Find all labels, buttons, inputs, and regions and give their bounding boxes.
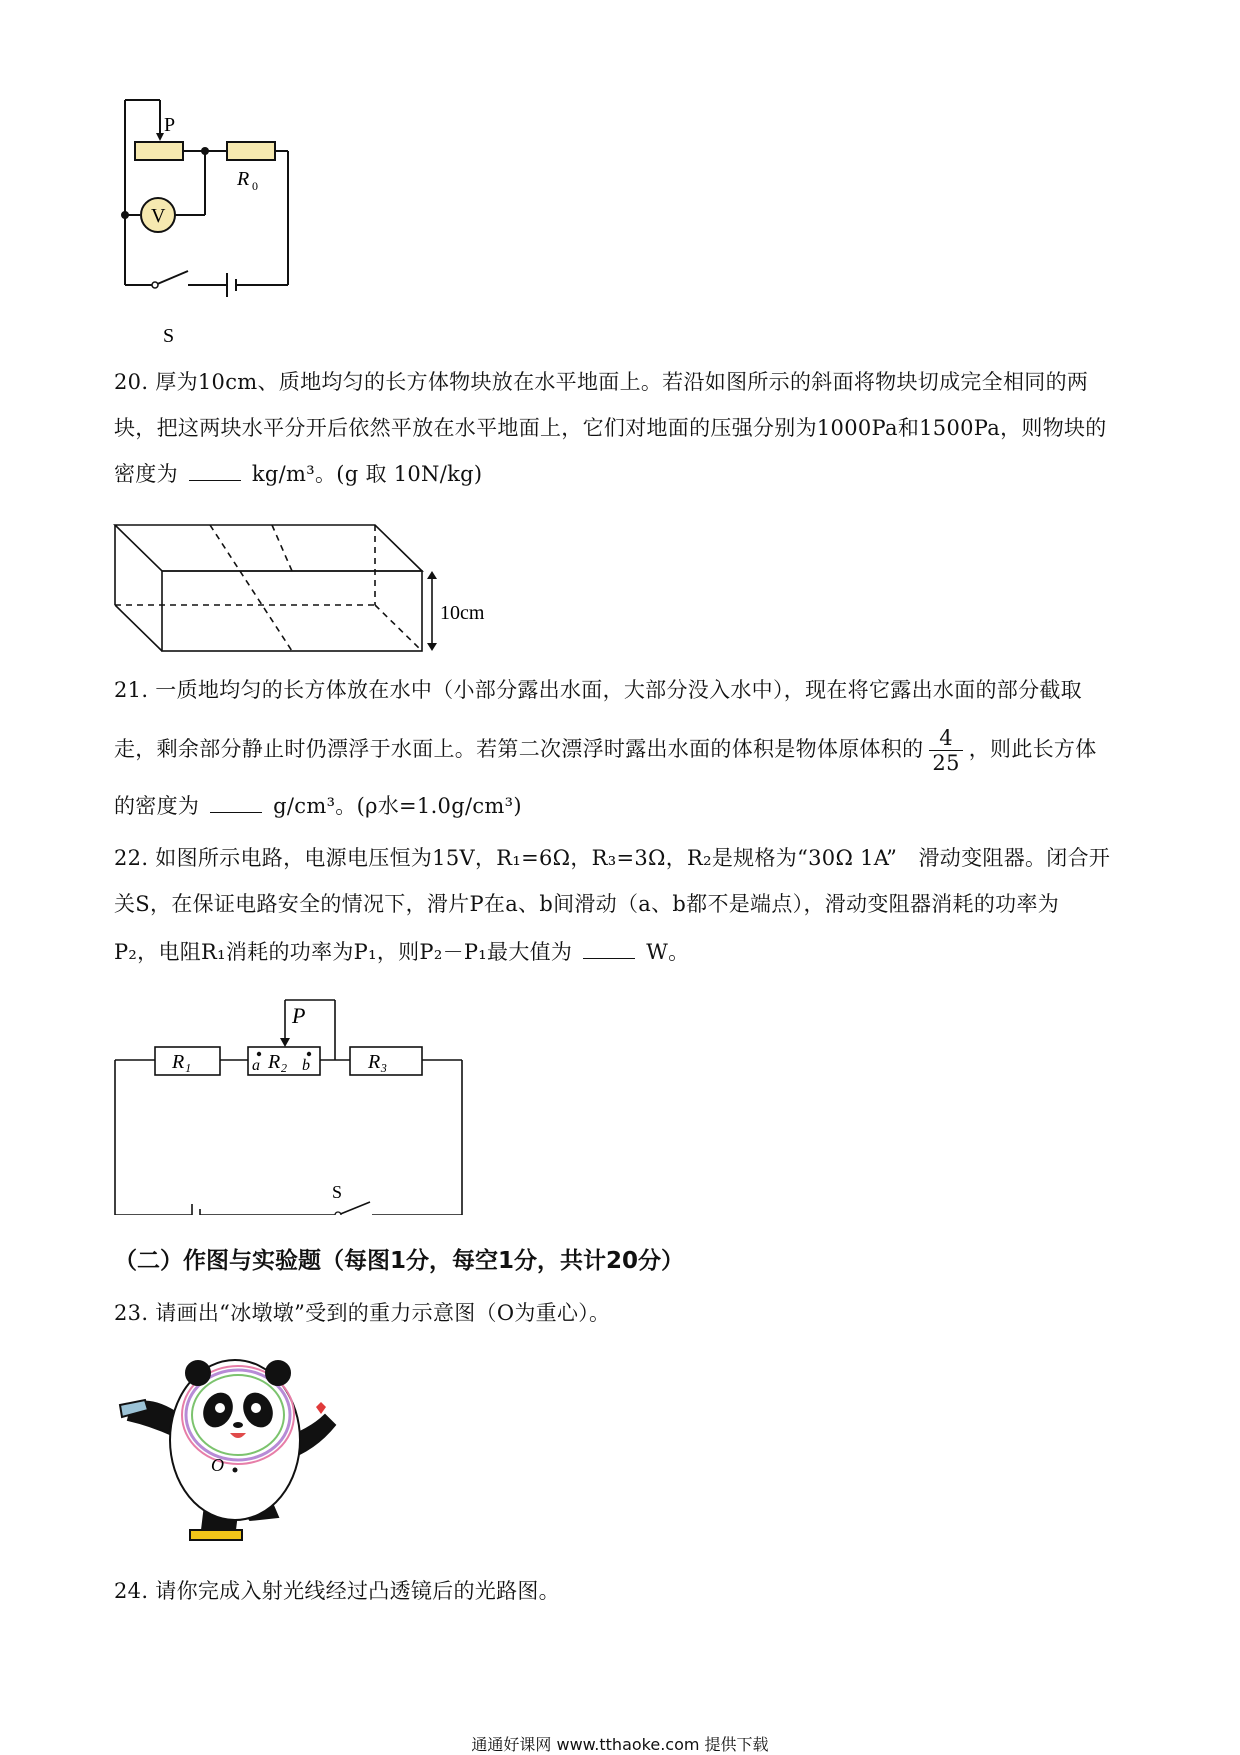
answer-blank[interactable] (583, 940, 635, 959)
q21-line2-suffix: ，则此长方体 (968, 737, 1097, 761)
r3-label: R₃ (368, 1051, 388, 1073)
point-b-label: b (302, 1057, 310, 1074)
r1-label: R₁ (172, 1051, 192, 1073)
q21-line3-prefix: 的密度为 (114, 794, 200, 818)
switch-label: S (163, 325, 175, 347)
q22-line2: 关S，在保证电路安全的情况下，滑片P在a、b间滑动（a、b都不是端点），滑动变阻器消耗的功率为 (114, 892, 1060, 916)
switch-label: S (332, 1182, 343, 1202)
q20-line2: 块，把这两块水平分开后依然平放在水平地面上，它们对地面的压强分别为1000Pa和1500Pa，则物块的 (114, 416, 1107, 440)
voltmeter-label: V (151, 205, 166, 227)
r0-label: R (237, 168, 250, 190)
answer-blank[interactable] (189, 462, 241, 481)
q22-line1: 22. 如图所示电路，电源电压恒为15V，R₁=6Ω，R₃=3Ω，R₂是规格为“30Ω 1A” 滑动变阻器。闭合开 (114, 846, 1111, 870)
q22-line3-prefix: P₂，电阻R₁消耗的功率为P₁，则P₂－P₁最大值为 (114, 940, 573, 964)
q22-line3-suffix: W。 (646, 940, 690, 964)
panda-mascot-figure (110, 1345, 360, 1550)
height-label: 10cm (440, 602, 485, 624)
q21-line3-suffix: g/cm³。(ρ水=1.0g/cm³) (273, 794, 522, 818)
circuit-figure-22 (110, 990, 470, 1215)
q24-text: 24. 请你完成入射光线经过凸透镜后的光路图。 (114, 1579, 560, 1603)
r2-label: R₂ (268, 1051, 288, 1073)
circuit-figure-19 (110, 95, 340, 355)
section-title: （二）作图与实验题（每图1分，每空1分，共计20分） (114, 1248, 685, 1274)
block-figure-20 (110, 515, 510, 655)
q21-line3 (114, 791, 522, 821)
point-a-label: a (252, 1057, 260, 1074)
footer-credit: 通通好课网 www.tthaoke.com 提供下载 (471, 1735, 769, 1754)
q23-text: 23. 请画出“冰墩墩”受到的重力示意图（O为重心）。 (114, 1301, 611, 1325)
q20-line1: 20. 厚为10cm、质地均匀的长方体物块放在水平地面上。若沿如图所示的斜面将物块切成完全相同的两 (114, 370, 1089, 394)
fraction-denominator: 25 (932, 751, 960, 775)
answer-blank[interactable] (210, 794, 262, 813)
fraction (929, 726, 962, 775)
q21-line1: 21. 一质地均匀的长方体放在水中（小部分露出水面，大部分没入水中），现在将它露出水面的部分截取 (114, 678, 1082, 702)
q20-line3-prefix: 密度为 (114, 462, 178, 486)
center-of-gravity-label: O (211, 1455, 224, 1475)
q22-line3 (114, 937, 689, 967)
r0-subscript: 0 (252, 179, 258, 193)
q21-line2 (114, 724, 1097, 775)
q20-line3 (114, 459, 482, 489)
fraction-numerator: 4 (929, 726, 962, 751)
slider-label: P (164, 114, 176, 136)
q21-line2-prefix: 走，剩余部分静止时仍漂浮于水面上。若第二次漂浮时露出水面的体积是物体原体积的 (114, 737, 924, 761)
slider-label: P (292, 1003, 306, 1028)
q20-line3-unit: kg/m³。(g 取 10N/kg) (251, 462, 483, 486)
